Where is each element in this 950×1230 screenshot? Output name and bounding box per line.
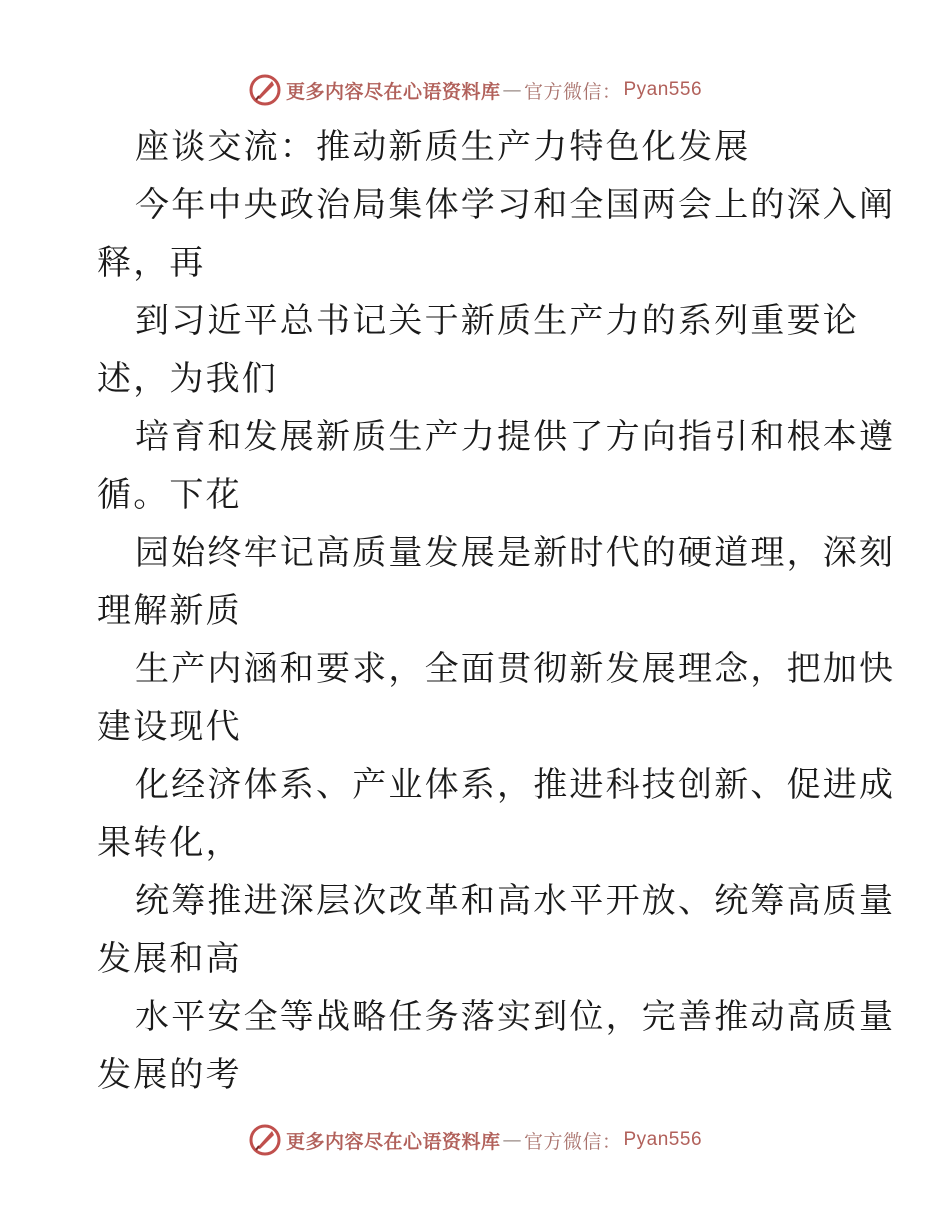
text-line: 水平安全等战略任务落实到位，完善推动高质量 [135,997,896,1037]
text-line: 今年中央政治局集体学习和全国两会上的深入阐 [135,185,896,225]
watermark-dash: — [502,1129,522,1151]
watermark-wechat-id: Pyan556 [623,1129,703,1150]
watermark-site-name: 更多内容尽在心语资料库 [285,80,501,103]
text-line: 发展的考 [97,1055,242,1095]
text-line: 理解新质 [97,591,242,631]
text-line: 统筹推进深层次改革和高水平开放、统筹高质量 [135,881,896,921]
text-line: 发展和高 [97,939,242,979]
document-title: 座谈交流：推动新质生产力特色化发展 [135,127,751,167]
text-line: 化经济体系、产业体系，推进科技创新、促进成 [135,765,896,805]
text-line: 果转化， [97,823,242,863]
document-body [97,118,896,1104]
text-line: 释，再 [97,243,206,283]
footer-watermark [0,1120,950,1160]
watermark-wechat-id: Pyan556 [623,79,703,100]
quill-logo-icon [248,1123,282,1157]
text-line: 述，为我们 [97,359,278,399]
header-watermark [0,70,950,110]
watermark-site-name: 更多内容尽在心语资料库 [285,1130,501,1153]
text-line: 建设现代 [97,707,242,747]
text-line: 生产内涵和要求，全面贯彻新发展理念，把加快 [135,649,896,689]
text-line: 培育和发展新质生产力提供了方向指引和根本遵 [135,417,896,457]
quill-logo-icon [248,73,282,107]
watermark-wechat-label: 官方微信： [523,80,622,103]
text-line: 循。下花 [97,475,242,515]
text-line: 到习近平总书记关于新质生产力的系列重要论 [135,301,859,341]
watermark-dash: — [502,79,522,101]
watermark-wechat-label: 官方微信： [523,1130,622,1153]
text-line: 园始终牢记高质量发展是新时代的硬道理，深刻 [135,533,896,573]
